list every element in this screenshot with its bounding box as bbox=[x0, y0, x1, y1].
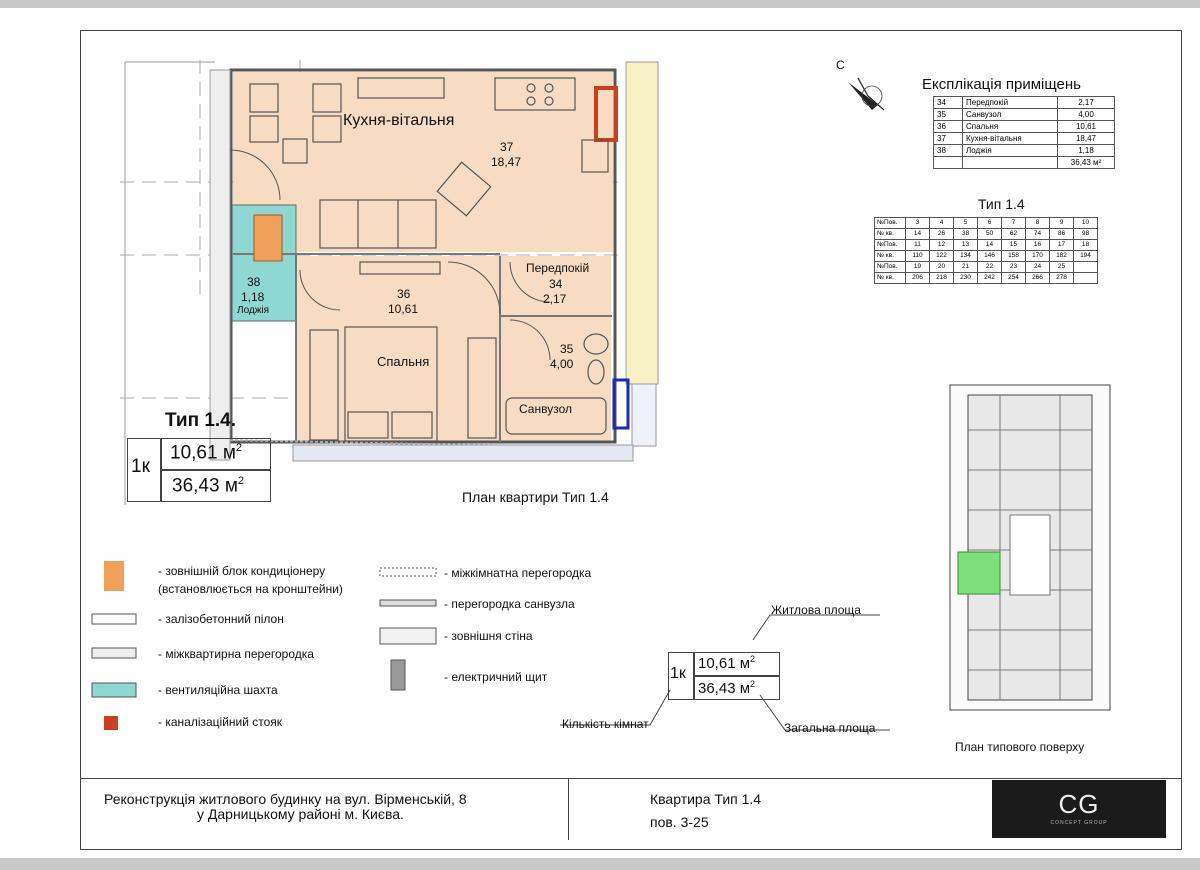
bedroom-area: 10,61 bbox=[388, 302, 419, 316]
table-row: 36 Спальня 10,61 bbox=[934, 121, 1115, 133]
kitchen-area: 18,47 bbox=[491, 155, 522, 169]
kitchen-number: 37 bbox=[500, 140, 514, 154]
facade-strip bbox=[626, 62, 658, 384]
explication-title: Експлікація приміщень bbox=[922, 76, 1081, 93]
table-row: № кв. 110 122 134 146 158 170 182 194 bbox=[875, 251, 1098, 262]
bedroom-label: Спальня bbox=[377, 354, 430, 369]
legend-interroom-label: - міжкімнатна перегородка bbox=[444, 566, 592, 580]
table-row: № кв. 206 218 230 242 254 266 278 bbox=[875, 273, 1098, 284]
legend-panel-swatch bbox=[391, 660, 405, 690]
legend-ac-swatch bbox=[104, 561, 124, 591]
badge-rooms: 1к bbox=[131, 456, 150, 477]
legend-panel-label: - електричний щит bbox=[444, 670, 548, 684]
legend-ac-label: - зовнішній блок кондиціонеру bbox=[158, 564, 326, 578]
hall-area: 2,17 bbox=[543, 292, 567, 306]
legend-interroom-swatch bbox=[380, 568, 436, 576]
table-row: № кв. 14 26 38 50 62 74 86 98 bbox=[875, 229, 1098, 240]
type-table-title: Тип 1.4 bbox=[978, 196, 1025, 212]
bedroom-fill bbox=[296, 256, 501, 442]
hall-label: Передпокій bbox=[526, 261, 590, 275]
legend-ac-note: (встановлюється на кронштейни) bbox=[158, 582, 343, 596]
key-rooms-label: Кількість кімнат bbox=[562, 717, 649, 731]
typical-floor-plan bbox=[950, 385, 1110, 710]
legend-extwall-swatch bbox=[380, 628, 436, 644]
key-living-label: Житлова площа bbox=[771, 603, 861, 617]
type-title: Тип 1.4. bbox=[165, 410, 237, 431]
loggia-label: Лоджія bbox=[237, 305, 270, 316]
loggia-number: 38 bbox=[247, 275, 261, 289]
badge-living-area: 10,61 $м^2$ bbox=[170, 442, 243, 464]
badge-total-area: 36,43 $м^2$ bbox=[172, 475, 245, 497]
table-row: 36,43 м² bbox=[934, 157, 1115, 169]
legend-vent-swatch bbox=[92, 683, 136, 697]
legend-vent-label: - вентиляційна шахта bbox=[158, 683, 278, 697]
explication-table bbox=[933, 96, 1115, 169]
apartment-type: Квартира Тип 1.4 bbox=[650, 791, 762, 807]
key-total-label: Загальна площа bbox=[784, 721, 876, 735]
ac-unit-icon bbox=[254, 215, 282, 261]
key-total-value: 36,43 $м^2$ bbox=[698, 679, 756, 697]
type-table bbox=[874, 217, 1098, 284]
legend-pylon-label: - залізобетонний пілон bbox=[158, 612, 284, 626]
legend-sewer-label: - каналізаційний стояк bbox=[158, 715, 283, 729]
bath-area: 4,00 bbox=[550, 357, 574, 371]
legend-interapt-label: - міжквартирна перегородка bbox=[158, 647, 314, 661]
key-rooms: 1к bbox=[670, 665, 686, 682]
table-row: 38 Лоджія 1,18 bbox=[934, 145, 1115, 157]
project-title-line1: Реконструкція житлового будинку на вул. Вірменській, 8 bbox=[104, 791, 467, 807]
highlighted-apartment bbox=[958, 552, 1000, 594]
table-row: 34 Передпокій 2,17 bbox=[934, 97, 1115, 109]
table-row: 37 Кухня-вітальня 18,47 bbox=[934, 133, 1115, 145]
legend-extwall-label: - зовнішня стіна bbox=[444, 629, 533, 643]
bath-label: Санвузол bbox=[519, 402, 572, 416]
compass-label: С bbox=[836, 58, 845, 72]
legend-pylon-swatch bbox=[92, 614, 136, 624]
plan-caption: План квартири Тип 1.4 bbox=[462, 489, 609, 505]
key-living-value: 10,61 $м^2$ bbox=[698, 654, 756, 672]
table-row: 35 Санвузол 4,00 bbox=[934, 109, 1115, 121]
legend-bathwall-label: - перегородка санвузла bbox=[444, 597, 575, 611]
hall-number: 34 bbox=[549, 277, 563, 291]
loggia-area: 1,18 bbox=[241, 290, 265, 304]
bath-fill bbox=[501, 316, 611, 442]
kitchen-label: Кухня-вітальня bbox=[343, 112, 455, 129]
floors-range: пов. 3-25 bbox=[650, 814, 709, 830]
floor-plan-caption: План типового поверху bbox=[955, 740, 1085, 754]
bath-number: 35 bbox=[560, 342, 574, 356]
table-row: №Пов. 19 20 21 22 23 24 25 bbox=[875, 262, 1098, 273]
legend-bathwall-swatch bbox=[380, 600, 436, 606]
bedroom-number: 36 bbox=[397, 287, 411, 301]
project-title-line2: у Дарницькому районі м. Києва. bbox=[197, 806, 404, 822]
table-row: №Пов. 3 4 5 6 7 8 9 10 bbox=[875, 218, 1098, 229]
compass-icon bbox=[848, 78, 884, 110]
legend-interapt-swatch bbox=[92, 648, 136, 658]
company-logo: CG CONCEPT GROUP bbox=[992, 780, 1166, 838]
table-row: №Пов. 11 12 13 14 15 16 17 18 bbox=[875, 240, 1098, 251]
legend-sewer-swatch bbox=[104, 716, 118, 730]
